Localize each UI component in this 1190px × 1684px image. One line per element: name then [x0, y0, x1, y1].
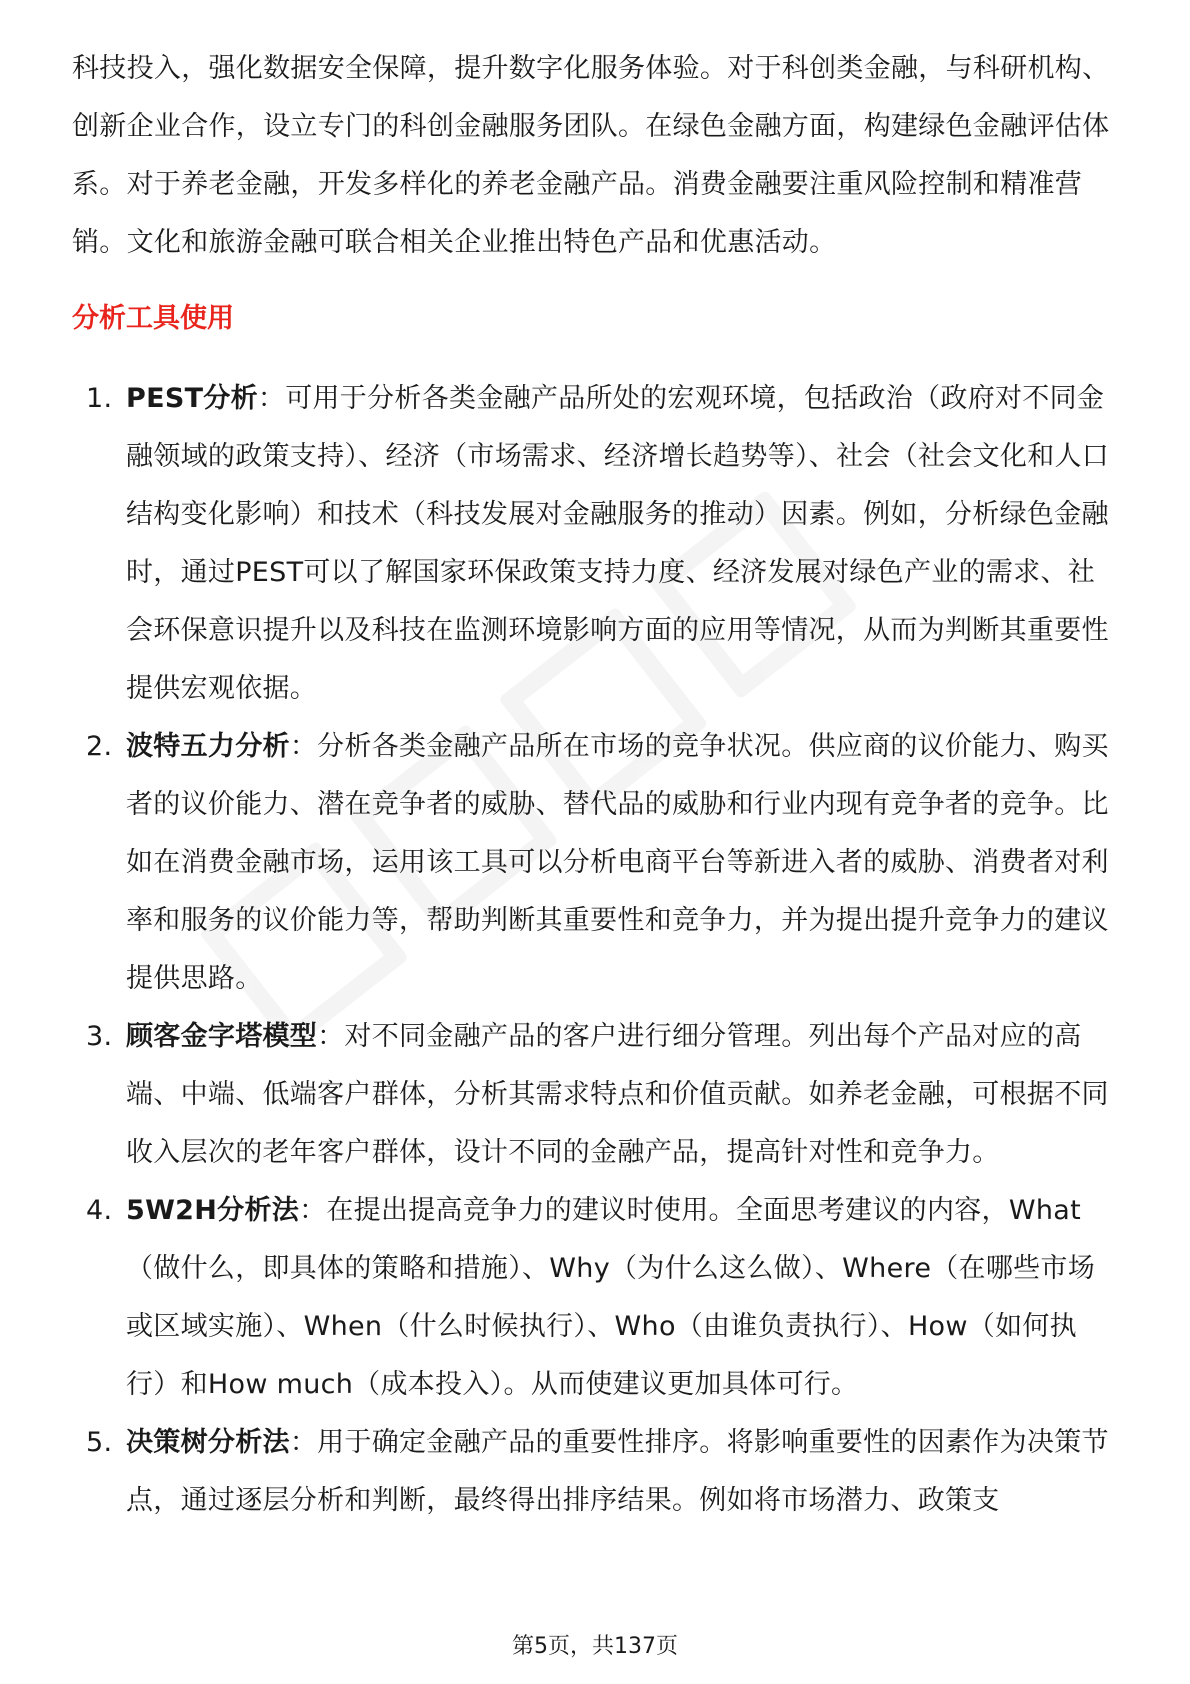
- tool-description: ：在提出提高竞争力的建议时使用。全面思考建议的内容，What（做什么，即具体的策略和措施）、Why（为什么这么做）、Where（在哪些市场或区域实施）、When（什么时候执行）、Who（由谁负责执行）、How（如何执行）和How much（成本投入）。从而使建议更加具体可行。: [126, 1195, 1096, 1400]
- tool-description: ：分析各类金融产品所在市场的竞争状况。供应商的议价能力、购买者的议价能力、潜在竞争者的威胁、替代品的威胁和行业内现有竞争者的竞争。比如在消费金融市场，运用该工具可以分析电商平台等新进入者的威胁、消费者对利率和服务的议价能力等，帮助判断其重要性和竞争力，并为提出提升竞争力的建议提供思路。: [126, 731, 1109, 994]
- list-number: 5.: [86, 1427, 113, 1458]
- list-item: [72, 1182, 1118, 1414]
- intro-paragraph: 科技投入，强化数据安全保障，提升数字化服务体验。对于科创类金融，与科研机构、创新企业合作，设立专门的科创金融服务团队。在绿色金融方面，构建绿色金融评估体系。对于养老金融，开发多样化的养老金融产品。消费金融要注重风险控制和精准营销。文化和旅游金融可联合相关企业推出特色产品和优惠活动。: [72, 53, 1110, 258]
- list-item: [72, 370, 1118, 718]
- list-number: 1.: [86, 383, 113, 414]
- list-item: [72, 1008, 1118, 1182]
- tool-description: ：用于确定金融产品的重要性排序。将影响重要性的因素作为决策节点，通过逐层分析和判断，最终得出排序结果。例如将市场潜力、政策支: [126, 1427, 1109, 1516]
- tool-term: 波特五力分析: [126, 731, 290, 762]
- tool-term: 决策树分析法: [126, 1427, 290, 1458]
- section-heading: 分析工具使用: [72, 303, 234, 334]
- document-page: [72, 40, 1118, 1530]
- tools-list: [72, 370, 1118, 1530]
- tool-term: 顾客金字塔模型: [126, 1021, 318, 1052]
- list-item: [72, 1414, 1118, 1530]
- tool-description: ：可用于分析各类金融产品所处的宏观环境，包括政治（政府对不同金融领域的政策支持）、经济（市场需求、经济增长趋势等）、社会（社会文化和人口结构变化影响）和技术（科技发展对金融服务的推动）因素。例如，分析绿色金融时，通过PEST可以了解国家环保政策支持力度、经济发展对绿色产业的需求、社会环保意识提升以及科技在监测环境影响方面的应用等情况，从而为判断其重要性提供宏观依据。: [126, 383, 1110, 704]
- list-item: [72, 718, 1118, 1008]
- tool-term: 5W2H分析法: [126, 1195, 300, 1226]
- list-number: 2.: [86, 731, 113, 762]
- list-number: 4.: [86, 1195, 113, 1226]
- page-footer: 第5页，共137页: [512, 1634, 678, 1659]
- tool-term: PEST分析: [126, 383, 258, 414]
- tool-description: ：对不同金融产品的客户进行细分管理。列出每个产品对应的高端、中端、低端客户群体，分析其需求特点和价值贡献。如养老金融，可根据不同收入层次的老年客户群体，设计不同的金融产品，提高针对性和竞争力。: [126, 1021, 1109, 1168]
- list-number: 3.: [86, 1021, 113, 1052]
